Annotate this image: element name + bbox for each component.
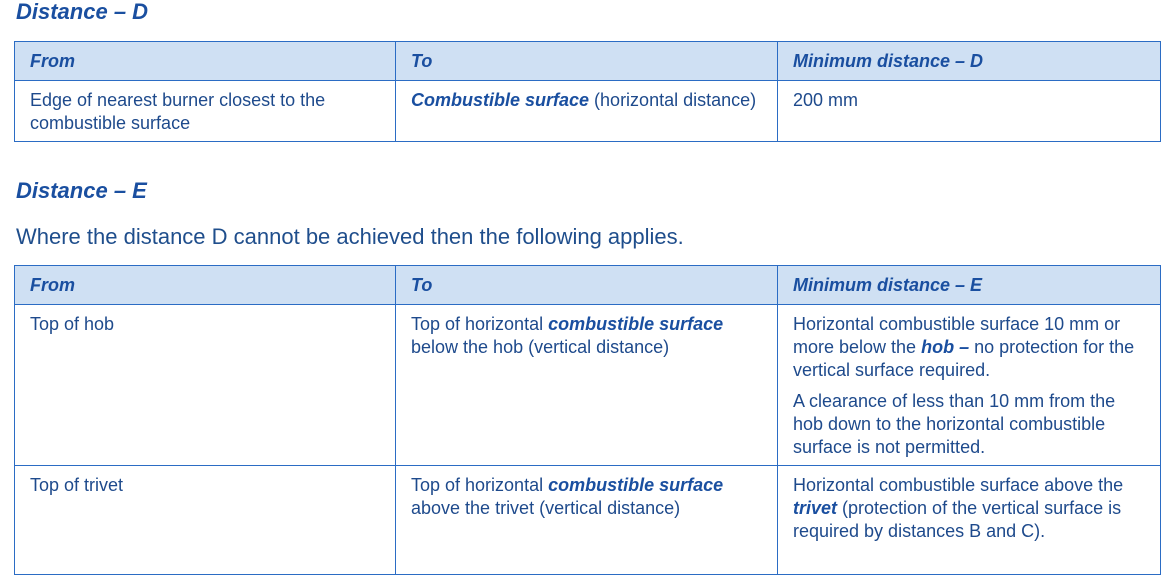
table-header-row xyxy=(15,266,1161,305)
cell-minimum-distance xyxy=(778,466,1161,575)
column-header-from: From xyxy=(15,266,396,305)
cell-text: (protection of the vertical surface is required by distances B and C). xyxy=(793,498,1122,541)
table-row xyxy=(15,305,1161,466)
cell-minimum-distance xyxy=(778,305,1161,466)
column-header-to: To xyxy=(396,42,778,81)
cell-text: no protection for the vertical surface required. xyxy=(793,337,1135,380)
emphasis-text: Combustible surface xyxy=(411,90,590,110)
cell-second-paragraph: A clearance of less than 10 mm from the hob down to the horizontal combustible surface is not permitted. xyxy=(793,391,1116,457)
column-header-to: To xyxy=(396,266,778,305)
cell-text: above the trivet (vertical distance) xyxy=(411,498,681,518)
cell-from: Top of hob xyxy=(15,305,396,466)
section-heading-distance-e: Distance – E xyxy=(16,178,147,203)
table-header-row xyxy=(15,42,1161,81)
intro-paragraph: Where the distance D cannot be achieved then the following applies. xyxy=(16,224,684,249)
table-row xyxy=(15,466,1161,575)
cell-text: (horizontal distance) xyxy=(589,90,757,110)
cell-text: below the hob (vertical distance) xyxy=(411,337,670,357)
column-header-minimum-distance: Minimum distance – E xyxy=(778,266,1161,305)
cell-from: Top of trivet xyxy=(15,466,396,575)
section-heading-distance-d: Distance – D xyxy=(16,0,149,24)
column-header-from: From xyxy=(15,42,396,81)
cell-to xyxy=(396,81,778,142)
distance-d-table xyxy=(14,41,1161,142)
emphasis-text: combustible surface xyxy=(548,314,724,334)
column-header-minimum-distance: Minimum distance – D xyxy=(778,42,1161,81)
cell-text: Horizontal combustible surface above the xyxy=(793,475,1124,495)
table-row xyxy=(15,81,1161,142)
cell-text: Top of horizontal xyxy=(411,314,549,334)
cell-to xyxy=(396,466,778,575)
cell-text: Top of horizontal xyxy=(411,475,549,495)
emphasis-text: trivet xyxy=(793,498,838,518)
cell-text: Horizontal combustible surface 10 mm or more below the xyxy=(793,314,1121,357)
cell-minimum-distance: 200 mm xyxy=(778,81,1161,142)
emphasis-text: hob – xyxy=(921,337,970,357)
distance-e-table xyxy=(14,265,1161,575)
cell-to xyxy=(396,305,778,466)
emphasis-text: combustible surface xyxy=(548,475,724,495)
cell-from: Edge of nearest burner closest to the combustible surface xyxy=(15,81,396,142)
